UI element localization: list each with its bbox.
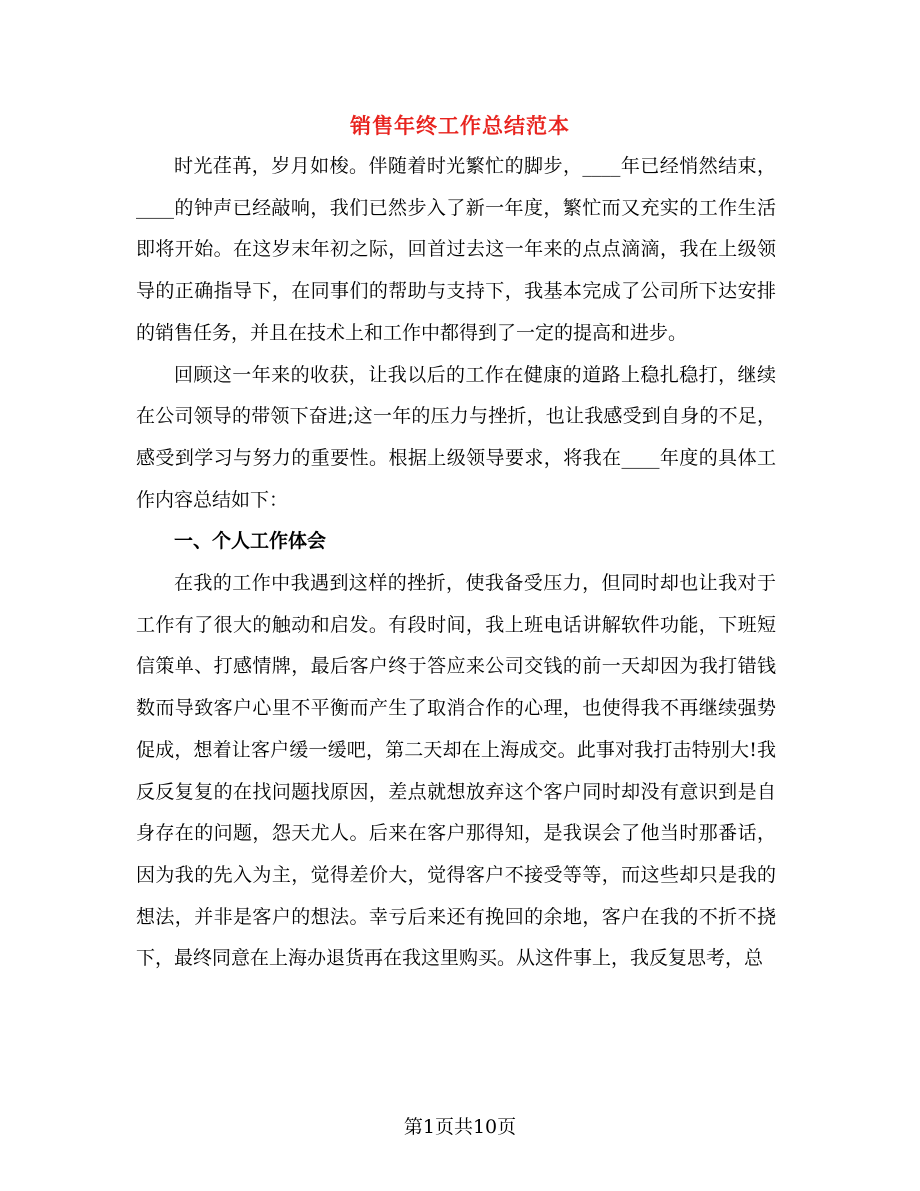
section-heading: 一、个人工作体会 xyxy=(174,530,327,553)
review-paragraph: 回顾这一年来的收获，让我以后的工作在健康的道路上稳扎稳打，继续在公司领导的带领下奋进;这一年的压力与挫折，也让我感受到自身的不足，感受到学习与努力的重要性。根据上级领导要求，将我在____年度的具体工作内容总结如下： xyxy=(136,363,776,511)
page-number: 第1页共10页 xyxy=(403,1116,517,1138)
document-title: 销售年终工作总结范本 xyxy=(350,113,570,138)
intro-paragraph: 时光荏苒，岁月如梭。伴随着时光繁忙的脚步，____年已经悄然结束，____的钟声已经敲响，我们已然步入了新一年度，繁忙而又充实的工作生活即将开始。在这岁末年初之际，回首过去这一年来的点点滴滴，我在上级领导的正确指导下，在同事们的帮助与支持下，我基本完成了公司所下达安排的销售任务，并且在技术上和工作中都得到了一定的提高和进步。 xyxy=(136,155,776,344)
section-paragraph: 在我的工作中我遇到这样的挫折，使我备受压力，但同时却也让我对于工作有了很大的触动和启发。有段时间，我上班电话讲解软件功能，下班短信策单、打感情牌，最后客户终于答应来公司交钱的前一天却因为我打错钱数而导致客户心里不平衡而产生了取消合作的心理，也使得我不再继续强势促成，想着让客户缓一缓吧，第二天却在上海成交。此事对我打击特别大!我反反复复的在找问题找原因，差点就想放弃这个客户同时却没有意识到是自身存在的问题，怨天尤人。后来在客户那得知，是我误会了他当时那番话，因为我的先入为主，觉得差价大，觉得客户不接受等等，而这些却只是我的想法，并非是客户的想法。幸亏后来还有挽回的余地，客户在我的不折不挠下，最终同意在上海办退货再在我这里购买。从这件事上，我反复思考，总 xyxy=(136,572,776,970)
document-body xyxy=(136,146,776,980)
